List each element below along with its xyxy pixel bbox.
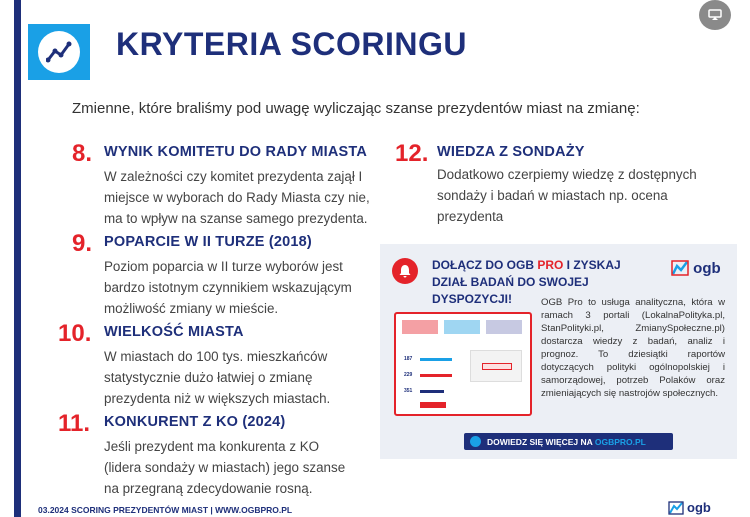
criterion-number: 10.: [58, 320, 92, 347]
criterion-heading: WYNIK KOMITETU DO RADY MIASTA: [104, 144, 368, 160]
criterion-description: Jeśli prezydent ma konkurenta z KO (lidera sondaży w miastach) jego szanse na przegraną zdecydowanie rosną.: [104, 439, 346, 496]
criterion-description: W zależności czy komitet prezydenta zajął I miejsce w wyborach do Rady Miasta czy nie, ma to wpływ na szanse samego prezydenta.: [104, 169, 370, 226]
criterion-heading: WIELKOŚĆ MIASTA: [104, 324, 244, 340]
criterion-heading: WIEDZA Z SONDAŻY: [437, 144, 585, 160]
left-accent-bar: [14, 0, 21, 517]
criterion-heading: KONKURENT Z KO (2024): [104, 414, 286, 430]
ogb-logo: ogb: [671, 260, 721, 277]
trend-icon: [38, 31, 80, 73]
criterion-description: Dodatkowo czerpiemy wiedzę z dostępnych sondaży i badań w miastach np. ocena prezydenta: [437, 167, 697, 224]
footer-logo: ogb: [668, 500, 711, 515]
chart-logo: [28, 24, 90, 80]
report-preview-image: 187 229 351: [394, 312, 532, 416]
arrow-icon: [470, 436, 481, 447]
comment-button[interactable]: [699, 0, 731, 30]
criterion-number: 9.: [72, 230, 93, 257]
promo-title: DOŁĄCZ DO OGB PRO I ZYSKAJ DZIAŁ BADAŃ DO SWOJEJ DYSPOZYCJI!: [432, 258, 621, 306]
criterion-number: 12.: [395, 140, 429, 167]
criterion-description: W miastach do 100 tys. mieszkańców statystycznie dużo łatwiej o zmianę prezydenta niż w większych miastach.: [104, 349, 331, 406]
comment-icon: [708, 9, 722, 21]
bell-icon: [392, 258, 418, 284]
ogb-logo-icon: [671, 260, 689, 276]
footer-text: 03.2024 SCORING PREZYDENTÓW MIAST | WWW.OGBPRO.PL: [38, 505, 293, 515]
page-subtitle: Zmienne, które braliśmy pod uwagę wyliczając szanse prezydentów miast na zmianę:: [72, 100, 640, 117]
page-title: KRYTERIA SCORINGU: [116, 26, 468, 62]
criterion-number: 8.: [72, 140, 93, 167]
ogb-pro-promo: [380, 244, 737, 459]
criterion-number: 11.: [58, 410, 91, 437]
promo-description: OGB Pro to usługa analityczna, która w ramach 3 portali (LokalnaPolityka.pl, StanPolityki.pl, ZmianySpołeczne.pl) dostarcza wiedzy z badań, analiz i prognoz. To dziesiątki raportów dotyczących polityki ogólnopolskiej i samorządowej, potrzeb Polaków oraz zmieniających się nastrojów społecznych.: [541, 297, 725, 399]
criterion-heading: POPARCIE W II TURZE (2018): [104, 234, 312, 250]
ogb-logo-icon: [668, 501, 684, 515]
criterion-description: Poziom poparcia w II turze wyborów jest bardzo istotnym czynnikiem wskazującym możliwość zmiany w mieście.: [104, 259, 352, 316]
learn-more-button[interactable]: DOWIEDZ SIĘ WIĘCEJ NA OGBPRO.PL: [464, 433, 673, 450]
